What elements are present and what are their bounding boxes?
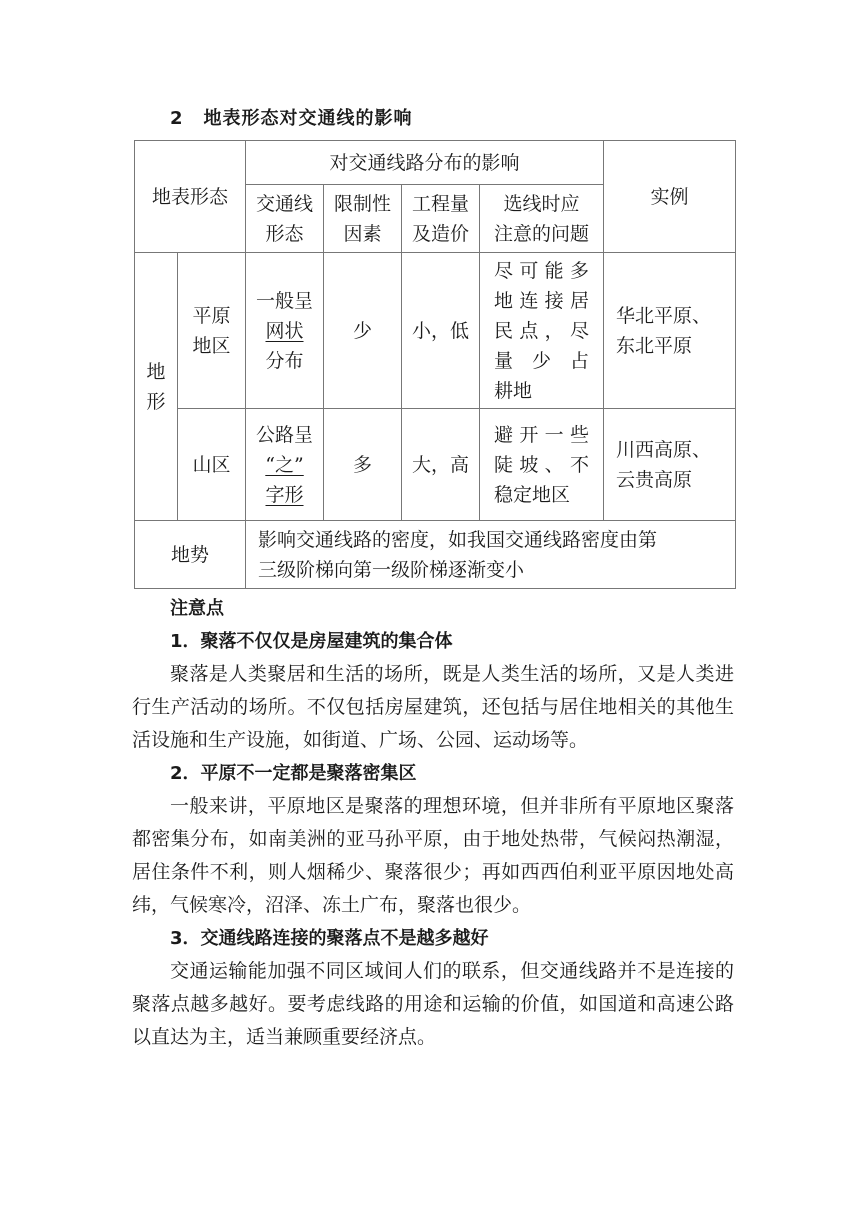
mountain-limit: 多 bbox=[324, 409, 402, 521]
mountain-cost: 大，高 bbox=[402, 409, 480, 521]
slope-text: 影响交通线路的密度，如我国交通线路密度由第 三级阶梯向第一级阶梯逐渐变小 bbox=[246, 521, 736, 589]
header-example: 实例 bbox=[604, 141, 736, 253]
note-3-body: 交通运输能加强不同区域间人们的联系，但交通线路并不是连接的聚落点越多越好。要考虑线路的用途和运输的价值，如国道和高速公路以直达为主，适当兼顾重要经济点。 bbox=[132, 960, 734, 1048]
section-title bbox=[170, 104, 413, 130]
header-route: 选线时应 注意的问题 bbox=[480, 185, 604, 253]
header-terrain: 地表形态 bbox=[135, 141, 246, 253]
note-1-title: 1．聚落不仅仅是房屋建筑的集合体 bbox=[170, 631, 453, 652]
mountain-route: 避开一些 陡坡、不 稳定地区 bbox=[480, 409, 604, 521]
section-number: 2 bbox=[170, 108, 184, 129]
row-landform-label: 地 形 bbox=[135, 253, 178, 521]
plain-limit: 少 bbox=[324, 253, 402, 409]
mountain-name: 山区 bbox=[178, 409, 246, 521]
section-heading: 地表形态对交通线的影响 bbox=[203, 108, 413, 129]
header-limit: 限制性 因素 bbox=[324, 185, 402, 253]
notes-heading: 注意点 bbox=[170, 598, 224, 619]
plain-cost: 小，低 bbox=[402, 253, 480, 409]
note-1-body: 聚落是人类聚居和生活的场所，既是人类生活的场所，又是人类进行生产活动的场所。不仅包括房屋建筑，还包括与居住地相关的其他生活设施和生产设施，如街道、广场、公园、运动场等。 bbox=[132, 663, 734, 751]
mountain-shape: 公路呈 “之” 字形 bbox=[246, 409, 324, 521]
note-2-body: 一般来讲，平原地区是聚落的理想环境，但并非所有平原地区聚落都密集分布，如南美洲的亚马孙平原，由于地处热带，气候闷热潮湿，居住条件不利，则人烟稀少、聚落很少；再如西西伯利亚平原因地处高纬，气候寒冷，沼泽、冻土广布，聚落也很少。 bbox=[132, 795, 734, 916]
header-group: 对交通线路分布的影响 bbox=[246, 141, 604, 185]
note-2-title: 2．平原不一定都是聚落密集区 bbox=[170, 763, 417, 784]
header-cost: 工程量 及造价 bbox=[402, 185, 480, 253]
slope-name: 地势 bbox=[135, 521, 246, 589]
notes-section bbox=[132, 592, 734, 1054]
header-shape: 交通线 形态 bbox=[246, 185, 324, 253]
plain-name: 平原 地区 bbox=[178, 253, 246, 409]
note-3-title: 3．交通线路连接的聚落点不是越多越好 bbox=[170, 928, 489, 949]
plain-route: 尽可能多 地连接居 民点，尽 量 少 占 耕地 bbox=[480, 253, 604, 409]
mountain-example: 川西高原、 云贵高原 bbox=[604, 409, 736, 521]
terrain-traffic-table bbox=[134, 140, 736, 589]
plain-shape: 一般呈 网状 分布 bbox=[246, 253, 324, 409]
plain-example: 华北平原、 东北平原 bbox=[604, 253, 736, 409]
